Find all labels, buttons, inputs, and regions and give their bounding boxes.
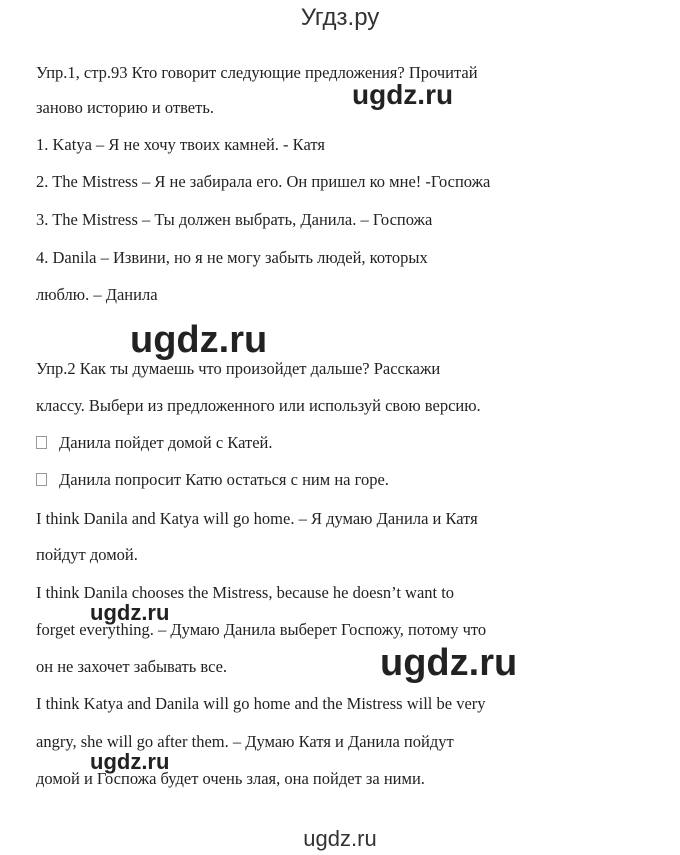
exercise2-heading-line2: классу. Выбери из предложенного или используй свою версию. xyxy=(36,396,481,415)
watermark: ugdz.ru xyxy=(90,749,170,774)
exercise1-item-4-continued: люблю. – Данила xyxy=(36,285,158,304)
exercise2-heading-line1: Упр.2 Как ты думаешь что произойдет дальше? Расскажи xyxy=(36,359,441,378)
exercise2-option-2 xyxy=(36,470,389,490)
answer-line-8: домой и Госпожа будет очень злая, она пойдет за ними. xyxy=(36,769,425,788)
exercise1-item-2: 2. The Mistress – Я не забирала его. Он пришел ко мне! -Госпожа xyxy=(36,172,491,191)
exercise2-option-1-text: Данила пойдет домой с Катей. xyxy=(59,433,273,452)
watermark: ugdz.ru xyxy=(380,642,518,684)
exercise1-heading-line1: Упр.1, стр.93 Кто говорит следующие предложения? Прочитай xyxy=(36,63,478,82)
answer-line-5: он не захочет забывать все. xyxy=(36,657,228,676)
watermark: ugdz.ru xyxy=(90,600,170,625)
exercise1-item-3: 3. The Mistress – Ты должен выбрать, Данила. – Госпожа xyxy=(36,210,433,229)
exercise1-item-1: 1. Katya – Я не хочу твоих камней. - Катя xyxy=(36,135,325,154)
answer-line-1: I think Danila and Katya will go home. – Я думаю Данила и Катя xyxy=(36,509,478,528)
answer-line-2: пойдут домой. xyxy=(36,545,138,564)
checkbox-bullet-icon xyxy=(36,473,47,486)
watermark: ugdz.ru xyxy=(352,79,454,110)
answer-line-6: I think Katya and Danila will go home and the Mistress will be very xyxy=(36,694,486,713)
exercise2-option-1 xyxy=(36,433,273,453)
answer-line-4: forget everything. – Думаю Данила выберет Госпожу, потому что xyxy=(36,620,487,639)
footer-watermark: ugdz.ru xyxy=(303,826,377,851)
watermark: ugdz.ru xyxy=(130,319,268,361)
answer-line-3: I think Danila chooses the Mistress, because he doesn’t want to xyxy=(36,583,455,602)
exercise1-heading-line2: заново историю и ответь. xyxy=(36,98,214,117)
answer-line-7: angry, she will go after them. – Думаю Катя и Данила пойдут xyxy=(36,732,454,751)
site-title: Угдз.ру xyxy=(300,4,380,31)
checkbox-bullet-icon xyxy=(36,436,47,449)
exercise2-option-2-text: Данила попросит Катю остаться с ним на горе. xyxy=(59,470,389,489)
exercise1-item-4: 4. Danila – Извини, но я не могу забыть людей, которых xyxy=(36,248,428,267)
